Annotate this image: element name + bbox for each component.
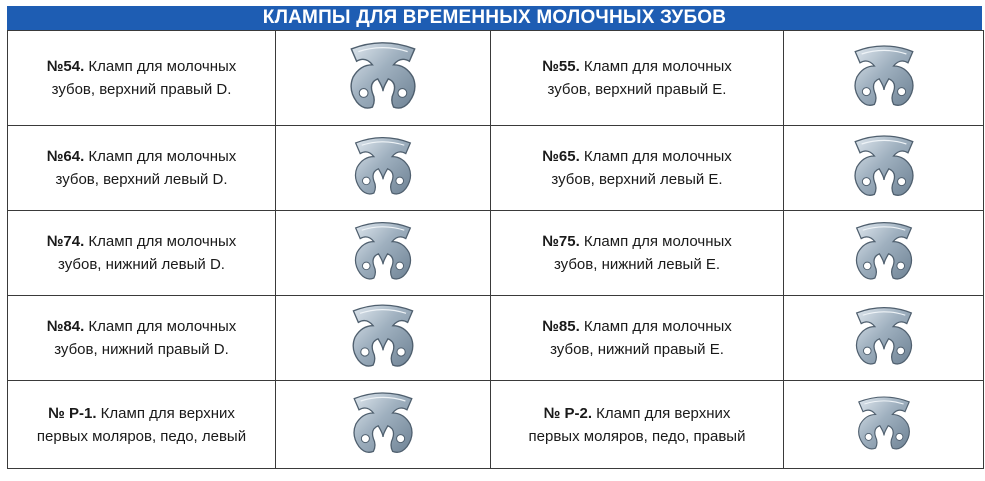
clamp-name-line2: первых моляров, педо, правый bbox=[528, 427, 746, 445]
clamp-name-line1: Кламп для молочных bbox=[579, 318, 732, 335]
clamp-icon bbox=[846, 302, 922, 374]
clamp-name-line1: Кламп для молочных bbox=[579, 233, 732, 250]
table-row bbox=[8, 381, 984, 469]
clamp-icon bbox=[343, 386, 423, 464]
clamp-image-cell bbox=[784, 126, 984, 211]
clamp-number: №55. bbox=[542, 58, 580, 75]
clamp-icon bbox=[849, 385, 919, 465]
clamp-name-line1: Кламп для молочных bbox=[84, 233, 237, 250]
clamp-number: №84. bbox=[46, 318, 85, 335]
clamp-name-line2: зубов, верхний правый E. bbox=[547, 81, 727, 98]
clamp-number: №54. bbox=[46, 58, 85, 75]
clamp-description bbox=[8, 211, 276, 296]
clamp-name-line2: первых моляров, педо, левый bbox=[36, 427, 247, 445]
clamp-number: №75. bbox=[542, 233, 580, 250]
clamp-image-cell bbox=[784, 381, 984, 469]
clamp-name-line1: Кламп для молочных bbox=[84, 58, 237, 75]
clamp-number: № P-1. bbox=[48, 404, 97, 422]
clamp-icon bbox=[843, 132, 925, 204]
clamp-name-line1: Кламп для молочных bbox=[579, 58, 732, 75]
clamp-name-line2: зубов, нижний левый E. bbox=[553, 256, 721, 273]
clamp-description bbox=[8, 126, 276, 211]
clamp-name-line2: зубов, верхний левый D. bbox=[55, 171, 228, 188]
clamp-name-line1: Кламп для молочных bbox=[579, 148, 732, 165]
clamp-image-cell bbox=[276, 381, 491, 469]
clamp-icon bbox=[340, 301, 426, 375]
clamp-table bbox=[7, 30, 984, 469]
clamp-number: № P-2. bbox=[543, 404, 592, 422]
clamp-number: №64. bbox=[46, 148, 85, 165]
clamp-number: №85. bbox=[542, 318, 580, 335]
clamp-image-cell bbox=[276, 31, 491, 126]
table-row bbox=[8, 211, 984, 296]
table-row bbox=[8, 126, 984, 211]
clamp-name-line2: зубов, нижний правый D. bbox=[54, 341, 229, 358]
clamp-image-cell bbox=[784, 31, 984, 126]
clamp-icon bbox=[345, 217, 421, 289]
clamp-description bbox=[8, 381, 276, 469]
clamp-description bbox=[491, 211, 784, 296]
clamp-image-cell bbox=[784, 211, 984, 296]
clamp-description bbox=[491, 31, 784, 126]
clamp-name-line1: Кламп для верхних bbox=[96, 404, 235, 422]
clamp-name-line2: зубов, верхний левый E. bbox=[551, 171, 723, 188]
clamp-description bbox=[491, 296, 784, 381]
table-row bbox=[8, 31, 984, 126]
clamp-description bbox=[491, 381, 784, 469]
clamp-description bbox=[8, 296, 276, 381]
clamp-icon bbox=[846, 217, 922, 289]
clamp-icon bbox=[339, 38, 427, 118]
clamp-description bbox=[491, 126, 784, 211]
clamp-icon bbox=[844, 41, 924, 115]
clamp-image-cell bbox=[276, 211, 491, 296]
clamp-name-line1: Кламп для молочных bbox=[84, 148, 237, 165]
clamp-name-line2: зубов, нижний правый E. bbox=[550, 341, 724, 358]
clamp-name-line1: Кламп для молочных bbox=[84, 318, 237, 335]
clamp-image-cell bbox=[276, 126, 491, 211]
page-title: КЛАМПЫ ДЛЯ ВРЕМЕННЫХ МОЛОЧНЫХ ЗУБОВ bbox=[7, 6, 982, 30]
clamp-number: №74. bbox=[46, 233, 85, 250]
clamp-name-line2: зубов, верхний правый D. bbox=[51, 81, 232, 98]
clamp-name-line2: зубов, нижний левый D. bbox=[58, 256, 225, 273]
clamp-description bbox=[8, 31, 276, 126]
table-row bbox=[8, 296, 984, 381]
clamp-image-cell bbox=[784, 296, 984, 381]
clamp-image-cell bbox=[276, 296, 491, 381]
clamp-icon bbox=[345, 132, 421, 204]
clamp-number: №65. bbox=[542, 148, 580, 165]
clamp-name-line1: Кламп для верхних bbox=[592, 404, 731, 422]
